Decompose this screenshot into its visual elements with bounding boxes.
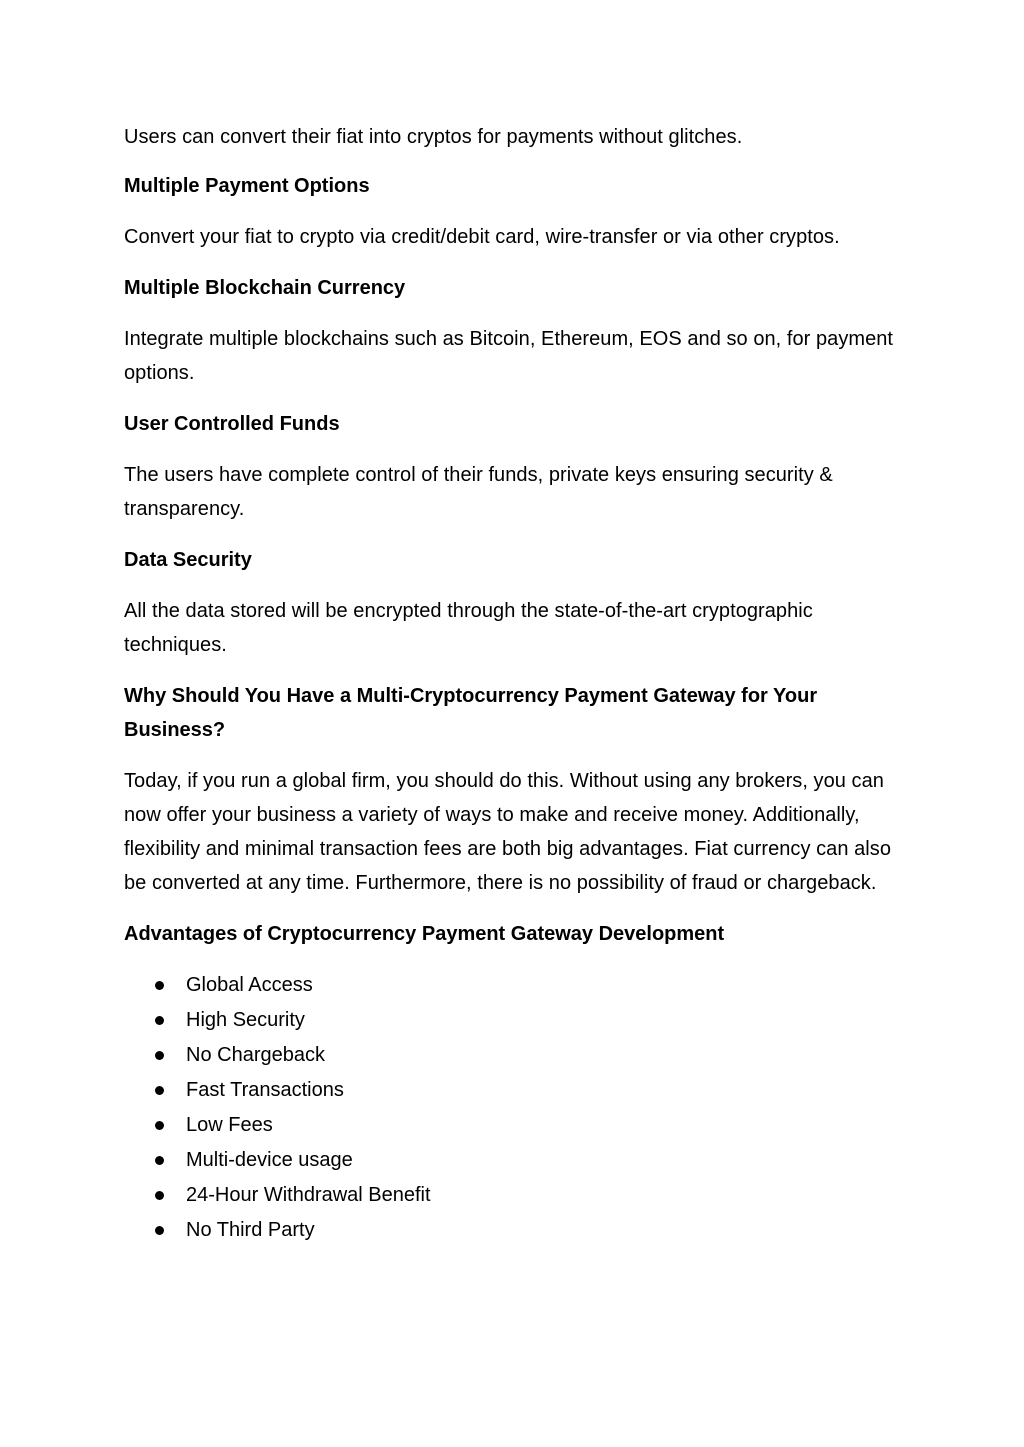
list-item bbox=[124, 1213, 914, 1248]
heading-why-multi-crypto-gateway: Why Should You Have a Multi-Cryptocurrency Payment Gateway for Your Business? bbox=[124, 685, 818, 741]
paragraph-why-multi-crypto-gateway: Today, if you run a global firm, you should do this. Without using any brokers, you can now offer your business a variety of ways to make and receive money. Additionally, flexibility and minimal transaction fees are both big advantages. Fiat currency can also be converted at any time. Furthermore, there is no possibility of fraud or chargeback. bbox=[124, 770, 892, 894]
list-item-label: Fast Transactions bbox=[186, 1079, 344, 1101]
list-item bbox=[124, 1108, 914, 1143]
heading-multiple-payment-options: Multiple Payment Options bbox=[124, 175, 370, 197]
list-item-label: Low Fees bbox=[186, 1114, 273, 1136]
heading-user-controlled-funds: User Controlled Funds bbox=[124, 413, 340, 435]
list-item bbox=[124, 1143, 914, 1178]
advantages-list bbox=[124, 968, 914, 1248]
list-item bbox=[124, 1003, 914, 1038]
list-item-label: Global Access bbox=[186, 974, 313, 996]
bullet-icon bbox=[155, 981, 164, 990]
intro-paragraph: Users can convert their fiat into cryptos for payments without glitches. bbox=[124, 126, 743, 148]
heading-multiple-blockchain-currency: Multiple Blockchain Currency bbox=[124, 277, 406, 299]
list-item-label: High Security bbox=[186, 1009, 305, 1031]
paragraph-multiple-blockchain-currency: Integrate multiple blockchains such as Bitcoin, Ethereum, EOS and so on, for payment options. bbox=[124, 328, 894, 384]
document-page bbox=[124, 120, 914, 1248]
list-item bbox=[124, 1073, 914, 1108]
list-item bbox=[124, 968, 914, 1003]
bullet-icon bbox=[155, 1156, 164, 1165]
heading-data-security: Data Security bbox=[124, 549, 252, 571]
list-item-label: 24-Hour Withdrawal Benefit bbox=[186, 1184, 431, 1206]
bullet-icon bbox=[155, 1226, 164, 1235]
list-item bbox=[124, 1038, 914, 1073]
paragraph-multiple-payment-options: Convert your fiat to crypto via credit/debit card, wire-transfer or via other cryptos. bbox=[124, 226, 840, 248]
bullet-icon bbox=[155, 1086, 164, 1095]
list-item-label: No Chargeback bbox=[186, 1044, 325, 1066]
list-item bbox=[124, 1178, 914, 1213]
list-item-label: Multi-device usage bbox=[186, 1149, 353, 1171]
list-item-label: No Third Party bbox=[186, 1219, 315, 1241]
bullet-icon bbox=[155, 1191, 164, 1200]
paragraph-data-security: All the data stored will be encrypted through the state-of-the-art cryptographic techniques. bbox=[124, 600, 813, 656]
paragraph-user-controlled-funds: The users have complete control of their funds, private keys ensuring security & transparency. bbox=[124, 464, 833, 520]
bullet-icon bbox=[155, 1121, 164, 1130]
bullet-icon bbox=[155, 1016, 164, 1025]
heading-advantages: Advantages of Cryptocurrency Payment Gateway Development bbox=[124, 923, 725, 945]
bullet-icon bbox=[155, 1051, 164, 1060]
